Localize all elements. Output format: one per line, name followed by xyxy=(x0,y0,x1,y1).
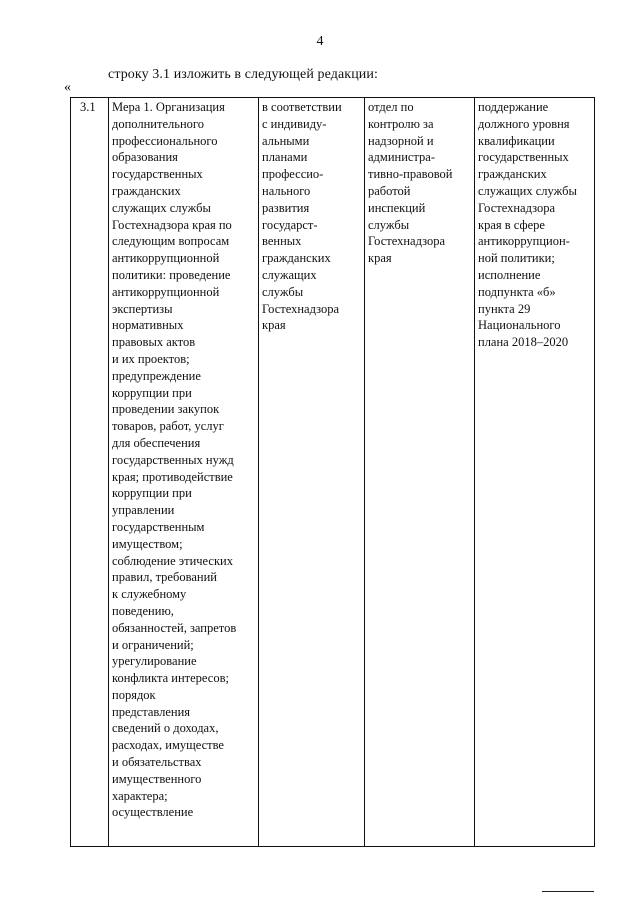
table-row xyxy=(71,98,595,847)
measure-line: правовых актов xyxy=(112,335,196,350)
measure-line: политики: проведение xyxy=(112,267,231,282)
responsible-line: инспекций xyxy=(368,200,426,215)
deadline-line: службы xyxy=(262,284,304,299)
measure-line: предупреждение xyxy=(112,368,201,383)
result-line: ной политики; xyxy=(478,251,555,266)
result-cell xyxy=(475,98,595,847)
deadline-line: развития xyxy=(262,200,310,215)
measure-line: коррупции при xyxy=(112,385,192,400)
result-line: края в сфере xyxy=(478,217,545,232)
responsible-line: администра- xyxy=(368,150,436,165)
result-line: должного уровня xyxy=(478,116,570,131)
measure-line: следующим вопросам xyxy=(112,234,230,249)
measure-line: правил, требований xyxy=(112,570,217,585)
result-line: поддержание xyxy=(478,100,549,114)
measure-line: и их проектов; xyxy=(112,351,190,366)
measure-line: расходах, имуществе xyxy=(112,738,224,753)
measure-line: экспертизы xyxy=(112,301,173,316)
result-line: квалификации xyxy=(478,133,555,148)
responsible-line: службы xyxy=(368,217,410,232)
measure-line: и обязательствах xyxy=(112,755,202,770)
measure-line: проведении закупок xyxy=(112,402,220,417)
result-line: Гостехнадзора xyxy=(478,200,555,215)
measure-line: осуществление xyxy=(112,805,194,820)
deadline-line: служащих xyxy=(262,267,317,282)
measure-line: края; противодействие xyxy=(112,469,233,484)
measure-line: антикоррупционной xyxy=(112,284,220,299)
responsible-line: надзорной и xyxy=(368,133,434,148)
measure-line: порядок xyxy=(112,687,156,702)
measure-line: обязанностей, запретов xyxy=(112,620,237,635)
measure-line: гражданских xyxy=(112,183,181,198)
deadline-line: Гостехнадзора xyxy=(262,301,339,316)
measure-line: к служебному xyxy=(112,587,187,602)
measure-line: дополнительного xyxy=(112,116,204,131)
measure-line: государственных xyxy=(112,167,203,182)
row-number: 3.1 xyxy=(80,100,96,114)
result-line: Национального xyxy=(478,318,561,333)
measure-line: профессионального xyxy=(112,133,218,148)
responsible-cell xyxy=(365,98,475,847)
responsible-line: Гостехнадзора xyxy=(368,234,445,249)
measure-line: характера; xyxy=(112,788,168,803)
result-line: исполнение xyxy=(478,267,541,282)
measure-line: урегулирование xyxy=(112,654,197,669)
deadline-line: нального xyxy=(262,183,311,198)
responsible-line: работой xyxy=(368,183,411,198)
measure-line: государственным xyxy=(112,519,205,534)
intro-text: строку 3.1 изложить в следующей редакции: xyxy=(108,67,378,82)
measure-line: и ограничений; xyxy=(112,637,194,652)
result-line: пункта 29 xyxy=(478,301,531,316)
measure-line: коррупции при xyxy=(112,486,192,501)
measure-line: сведений о доходах, xyxy=(112,721,219,736)
deadline-line: края xyxy=(262,318,286,333)
measure-cell xyxy=(109,98,259,847)
measure-line: государственных нужд xyxy=(112,452,234,467)
deadline-line: в соответствии xyxy=(262,100,342,114)
measure-line: служащих службы xyxy=(112,200,211,215)
measure-line: образования xyxy=(112,150,178,165)
responsible-line: отдел по xyxy=(368,100,414,114)
measure-line: нормативных xyxy=(112,318,184,333)
page-number: 4 xyxy=(316,34,324,49)
measure-line: Гостехнадзора края по xyxy=(112,217,232,232)
open-quote: « xyxy=(64,80,71,95)
result-line: государственных xyxy=(478,150,569,165)
amendment-table xyxy=(70,97,595,847)
measure-line: управлении xyxy=(112,503,175,518)
deadline-line: гражданских xyxy=(262,251,331,266)
result-line: плана 2018–2020 xyxy=(478,335,569,350)
responsible-line: тивно-правовой xyxy=(368,167,453,182)
measure-line: товаров, работ, услуг xyxy=(112,419,224,434)
deadline-line: профессио- xyxy=(262,167,324,182)
measure-line: поведению, xyxy=(112,603,174,618)
measure-line: представления xyxy=(112,704,191,719)
measure-line: соблюдение этических xyxy=(112,553,233,568)
result-line: подпункта «б» xyxy=(478,284,556,299)
responsible-line: края xyxy=(368,251,392,266)
result-line: антикоррупцион- xyxy=(478,234,570,249)
deadline-cell xyxy=(259,98,365,847)
deadline-line: с индивиду- xyxy=(262,116,327,131)
result-line: служащих службы xyxy=(478,183,577,198)
measure-line: имущественного xyxy=(112,771,202,786)
measure-line: конфликта интересов; xyxy=(112,671,229,686)
measure-line: имуществом; xyxy=(112,536,183,551)
responsible-line: контролю за xyxy=(368,116,434,131)
footer-rule xyxy=(542,891,594,892)
row-number-cell xyxy=(71,98,109,847)
result-line: гражданских xyxy=(478,167,547,182)
deadline-line: венных xyxy=(262,234,302,249)
measure-line: для обеспечения xyxy=(112,435,201,450)
deadline-line: альными xyxy=(262,133,310,148)
deadline-line: государст- xyxy=(262,217,318,232)
deadline-line: планами xyxy=(262,150,308,165)
measure-line: Мера 1. Организация xyxy=(112,100,225,114)
measure-line: антикоррупционной xyxy=(112,251,220,266)
